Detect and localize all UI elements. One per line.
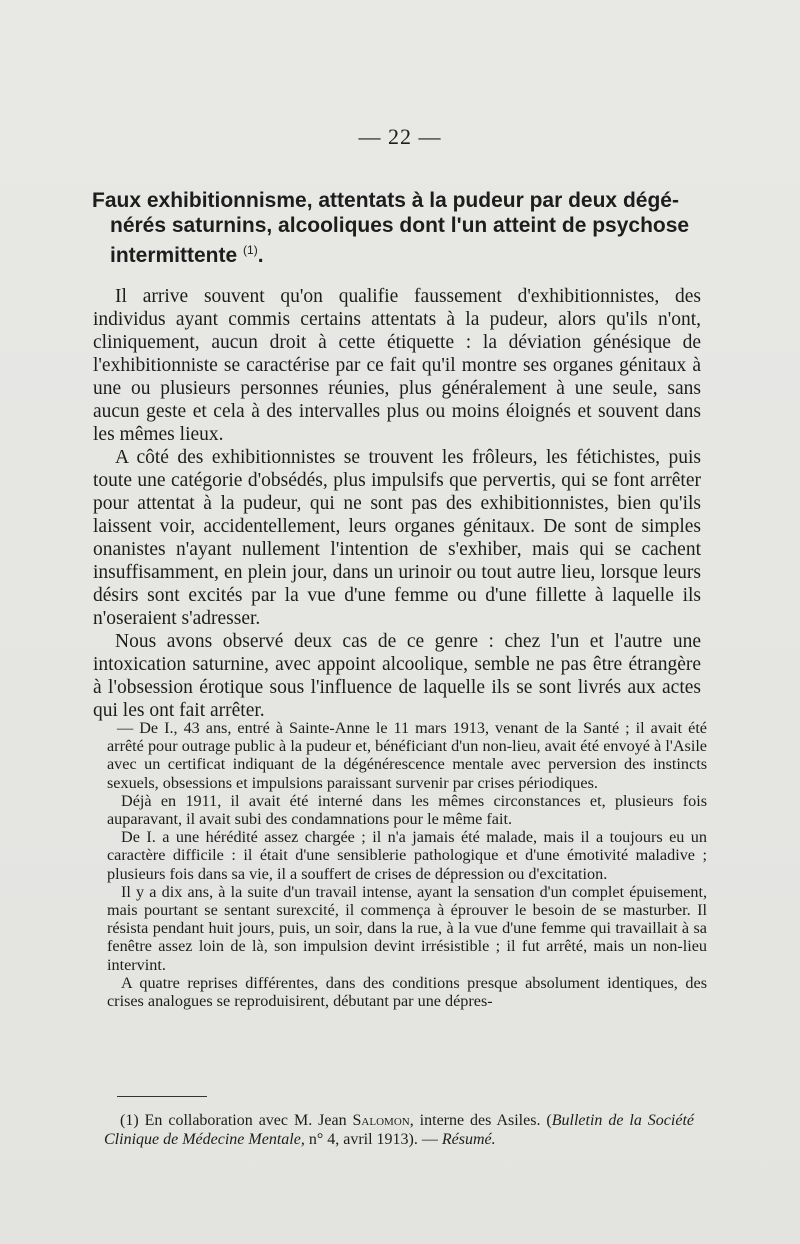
footnote-reference[interactable]: (1): [243, 243, 258, 257]
case-paragraph: A quatre reprises différentes, dans des conditions presque absolument identiques, des crises analogues se reproduisirent, débutant par une dépres-: [107, 973, 707, 1011]
footnote-issue: n° 4, avril 1913). —: [304, 1131, 442, 1148]
body-paragraph: A côté des exhibitionnistes se trouvent les frôleurs, les fétichistes, puis toute une catégorie d'obsédés, plus impulsifs que pervertis, qui se font arrêter pour attentat à la pudeur, qui ne sont pas des exhibitionnistes, bien qu'ils laissent voir, accidentellement, leurs organes génitaux. De sont de simples onanistes n'ayant nullement l'intention de s'exhiber, mais qui se cachent insuffisamment, en plein jour, dans un urinoir ou tout autre lieu, lorsque leurs désirs sont excités par la vue d'une femme ou d'une fillette à laquelle ils n'oseraient s'adresser.: [93, 447, 701, 629]
body-paragraph: Nous avons observé deux cas de ce genre : chez l'un et l'autre une intoxication saturnine, avec appoint alcoolique, semble ne pas être étrangère à l'obsession érotique sous l'influence de laquelle ils se sont livrés aux actes qui les ont fait arrêter.: [93, 631, 701, 721]
footnote-author: Salomon: [352, 1112, 410, 1129]
body-text: [93, 285, 701, 722]
case-paragraph: Déjà en 1911, il avait été interné dans les mêmes circonstances et, plusieurs fois auparavant, il avait subi des condamnations pour le même fait.: [107, 791, 707, 829]
case-paragraph: — De I., 43 ans, entré à Sainte-Anne le 11 mars 1913, venant de la Santé ; il avait été arrêté pour outrage public à la pudeur et, bénéficiant d'un non-lieu, avait été envoyé à l'Asile avec un certificat indiquant de la dégénérescence mentale avec perversion des instincts sexuels, obsessions et impulsions paraissant survenir par crises périodiques.: [107, 719, 707, 792]
title-line-1: Faux exhibitionnisme, attentats à la pudeur par deux dégé-: [92, 189, 679, 212]
page-number: — 22 —: [358, 124, 442, 149]
footnote-divider: [117, 1096, 207, 1097]
footnote: [104, 1111, 694, 1149]
body-paragraph: Il arrive souvent qu'on qualifie faussement d'exhibitionnistes, des individus ayant commis certains attentats à la pudeur, alors qu'ils n'ont, cliniquement, aucun droit à cette étiquette : la déviation génésique de l'exhibitionniste se caractérise par ce fait qu'il montre ses organes génitaux à une ou plusieurs personnes réunies, plus généralement à une seule, sans aucun geste et cela à des intervalles plus ou moins éloignés et souvent dans les mêmes lieux.: [93, 286, 701, 445]
title-line-3-text: intermittente: [110, 244, 238, 267]
footnote-journal: Bulletin de la Société Clinique de Médecine Mentale,: [104, 1112, 694, 1148]
title-end: .: [257, 244, 264, 267]
footnote-middle: , interne des Asiles. (: [409, 1112, 552, 1129]
title-line-3: [92, 238, 712, 268]
article-title: [92, 188, 712, 268]
case-report: [107, 719, 707, 1010]
title-line-2: nérés saturnins, alcooliques dont l'un atteint de psychose: [110, 214, 690, 237]
footnote-resume: Résumé.: [441, 1131, 496, 1148]
case-paragraph: Il y a dix ans, à la suite d'un travail intense, ayant la sensation d'un complet épuisement, mais pourtant se sentant surexcité, il commença à éprouver le besoin de se masturber. Il résista pendant huit jours, puis, un soir, dans la rue, à la vue d'une femme qui travaillait à sa fenêtre assez loin de là, son impulsion devint irrésistible ; il fut arrêté, mais un non-lieu intervint.: [107, 882, 707, 974]
case-paragraph: De I. a une hérédité assez chargée ; il n'a jamais été malade, mais il a toujours eu un caractère difficile : il était d'une sensiblerie pathologique et d'une émotivité maladive ; plusieurs fois dans sa vie, il a souffert de crises de dépression ou d'excitation.: [107, 828, 707, 883]
footnote-prefix: (1) En collaboration avec M. Jean: [120, 1112, 353, 1129]
